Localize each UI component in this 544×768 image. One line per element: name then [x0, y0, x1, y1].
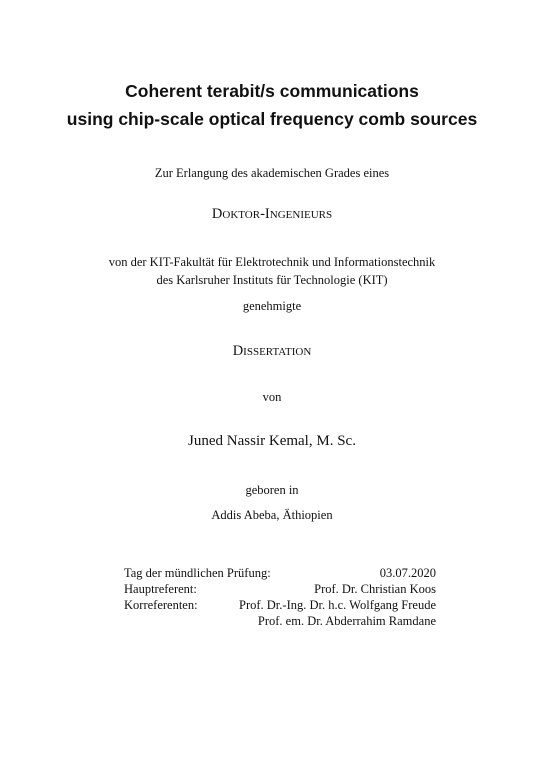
co-referee-2: Prof. em. Dr. Abderrahim Ramdane — [257, 614, 436, 628]
degree-name — [0, 205, 544, 224]
examination-details — [124, 565, 436, 629]
dissertation-rest: ISSERTATION — [243, 346, 312, 358]
by-label: von — [262, 390, 282, 404]
thesis-title-line-1: Coherent terabit/s communications — [125, 81, 419, 101]
approved-label: genehmigte — [242, 299, 302, 313]
born-place: Addis Abeba, Äthiopien — [211, 508, 333, 522]
exam-date-label: Tag der mündlichen Prüfung: — [124, 566, 271, 580]
author-name: Juned Nassir Kemal, M. Sc. — [188, 433, 356, 449]
dissertation-heading — [0, 342, 544, 361]
faculty-line-1: von der KIT-Fakultät für Elektrotechnik und Informationstechnik — [108, 255, 436, 269]
faculty-line-2: des Karlsruher Instituts für Technologie (KIT) — [156, 273, 388, 287]
degree-rest-1: OKTOR — [222, 209, 261, 221]
thesis-title-line-2: using chip-scale optical frequency comb sources — [66, 109, 478, 129]
co-referees-row — [124, 597, 436, 613]
main-referee-row — [124, 581, 436, 597]
co-referees-row-2 — [124, 613, 436, 629]
main-referee-value: Prof. Dr. Christian Koos — [314, 582, 436, 596]
degree-cap-2: I — [264, 206, 270, 222]
co-referee-1: Prof. Dr.-Ing. Dr. h.c. Wolfgang Freude — [239, 598, 436, 612]
exam-date-value: 03.07.2020 — [379, 566, 436, 580]
exam-date-row — [124, 565, 436, 581]
born-label: geboren in — [245, 483, 299, 497]
dissertation-cap: D — [232, 343, 244, 359]
main-referee-label: Hauptreferent: — [124, 582, 197, 596]
degree-cap-1: D — [211, 206, 223, 222]
degree-intro: Zur Erlangung des akademischen Grades eines — [154, 166, 390, 180]
degree-dash: - — [260, 206, 265, 222]
co-referees-label: Korreferenten: — [124, 598, 198, 612]
degree-rest-2: NGENIEURS — [269, 209, 333, 221]
